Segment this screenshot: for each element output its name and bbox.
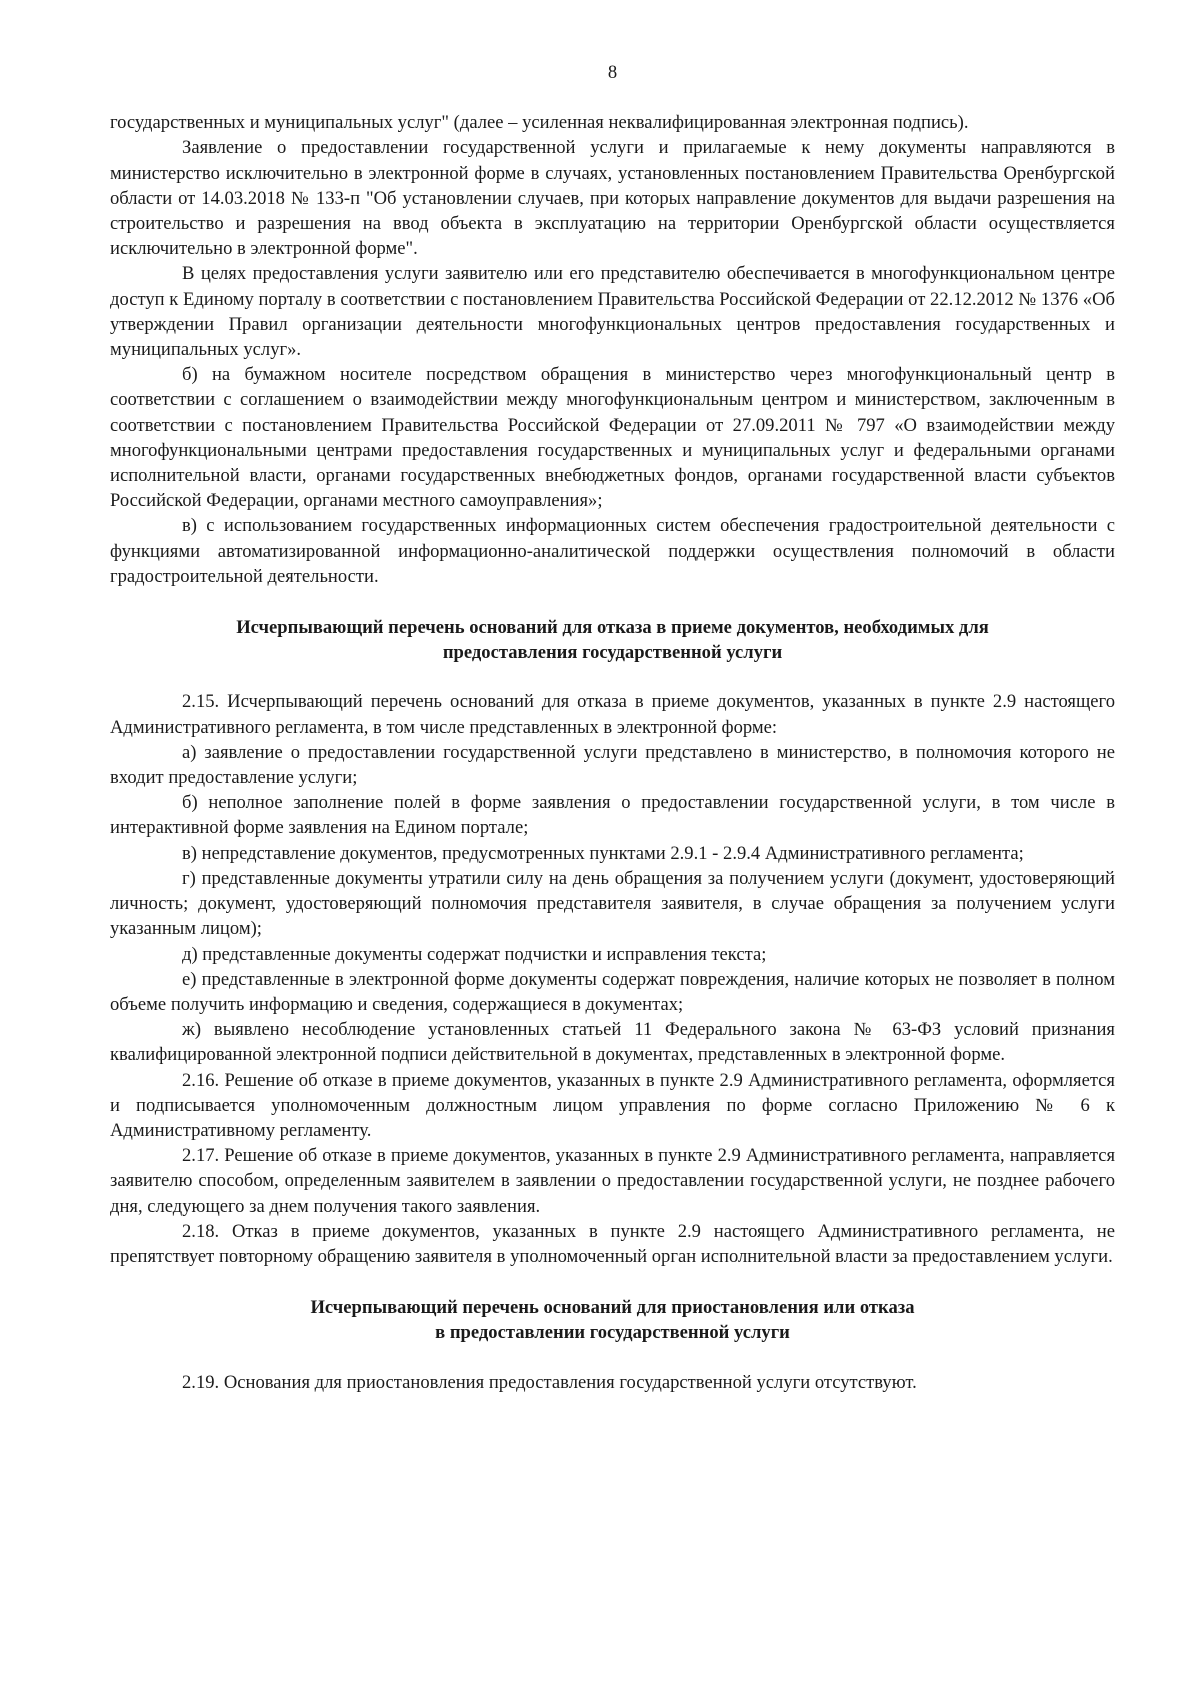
paragraph: 2.19. Основания для приостановления предоставления государственной услуги отсутствуют.	[182, 1371, 917, 1393]
list-item: е) представленные в электронной форме документы содержат повреждения, наличие которых не позволяет в полном объеме получить информацию и сведения, содержащиеся в документах;	[110, 968, 1115, 1015]
paragraph: В целях предоставления услуги заявителю или его представителю обеспечивается в многофункциональном центре доступ к Единому порталу в соответствии с постановлением Правительства Российской Федерации от 22.12.2012 № 1376 «Об утверждении Правил организации деятельности многофункциональных центров предоставления государственных и муниципальных услуг».	[110, 263, 1115, 361]
section-heading-suspension	[110, 1295, 1115, 1345]
list-item: б) неполное заполнение полей в форме заявления о предоставлении государственной услуги, в том числе в интерактивной форме заявления на Едином портале;	[110, 792, 1115, 839]
heading-line: в предоставлении государственной услуги	[435, 1322, 790, 1344]
list-item: а) заявление о предоставлении государственной услуги представлено в министерство, в полномочия которого не входит предоставление услуги;	[110, 741, 1115, 789]
paragraph: 2.16. Решение об отказе в приеме документов, указанных в пункте 2.9 Административного регламента, оформляется и подписывается уполномоченным должностным лицом управления по форме согласно Приложению № 6 к Административному регламенту.	[110, 1069, 1115, 1141]
list-item: в) непредставление документов, предусмотренных пунктами 2.9.1 - 2.9.4 Административного регламента;	[182, 842, 1024, 864]
heading-line: Исчерпывающий перечень оснований для отказа в приеме документов, необходимых для	[236, 617, 989, 639]
document-page	[110, 60, 1115, 1395]
list-item: г) представленные документы утратили силу на день обращения за получением услуги (документ, удостоверяющий личность; документ, удостоверяющий полномочия представителя заявителя, в случае обращения за получением услуги указанным лицом);	[110, 867, 1115, 940]
paragraph: в) с использованием государственных информационных систем обеспечения градостроительной деятельности с функциями автоматизированной информационно-аналитической поддержки осуществления полномочий в области градостроительной деятельности.	[110, 515, 1115, 587]
paragraph: 2.15. Исчерпывающий перечень оснований для отказа в приеме документов, указанных в пункте 2.9 настоящего Административного регламента, в том числе представленных в электронной форме:	[110, 691, 1115, 738]
heading-line: предоставления государственной услуги	[442, 642, 783, 664]
page-number: 8	[607, 62, 618, 83]
paragraph: б) на бумажном носителе посредством обращения в министерство через многофункциональный центр в соответствии с соглашением о взаимодействии между многофункциональным центром и министерством, заключенным в соответствии с постановлением Правительства Российской Федерации от 27.09.2011 № 797 «О взаимодействии между многофункциональными центрами предоставления государственных и муниципальных услуг и федеральными органами исполнительной власти, органами государственных внебюджетных фондов, органами государственной власти субъектов Российской Федерации, органами местного самоуправления»;	[110, 364, 1115, 512]
paragraph: 2.17. Решение об отказе в приеме документов, указанных в пункте 2.9 Административного регламента, направляется заявителю способом, определенным заявителем в заявлении о предоставлении государственной услуги, не позднее рабочего дня, следующего за днем получения такого заявления.	[110, 1145, 1115, 1217]
heading-line: Исчерпывающий перечень оснований для приостановления или отказа	[310, 1297, 915, 1319]
section-heading-refusal-acceptance	[110, 615, 1115, 665]
paragraph: Заявление о предоставлении государственной услуги и прилагаемые к нему документы направляются в министерство исключительно в электронной форме в случаях, установленных постановлением Правительства Оренбургской области от 14.03.2018 № 133-п "Об установлении случаев, при которых направление документов для выдачи разрешения на строительство и разрешения на ввод объекта в эксплуатацию на территории Оренбургской области осуществляется исключительно в электронной форме".	[110, 137, 1115, 260]
list-item: д) представленные документы содержат подчистки и исправления текста;	[182, 943, 767, 965]
list-item: ж) выявлено несоблюдение установленных статьей 11 Федерального закона № 63-ФЗ условий признания квалифицированной электронной подписи действительной в документах, представленных в электронной форме.	[110, 1019, 1115, 1066]
paragraph: 2.18. Отказ в приеме документов, указанных в пункте 2.9 настоящего Административного регламента, не препятствует повторному обращению заявителя в уполномоченный орган исполнительной власти за предоставлением услуги.	[110, 1220, 1115, 1267]
paragraph-continuation: государственных и муниципальных услуг" (далее – усиленная неквалифицированная электронная подпись).	[110, 112, 969, 134]
